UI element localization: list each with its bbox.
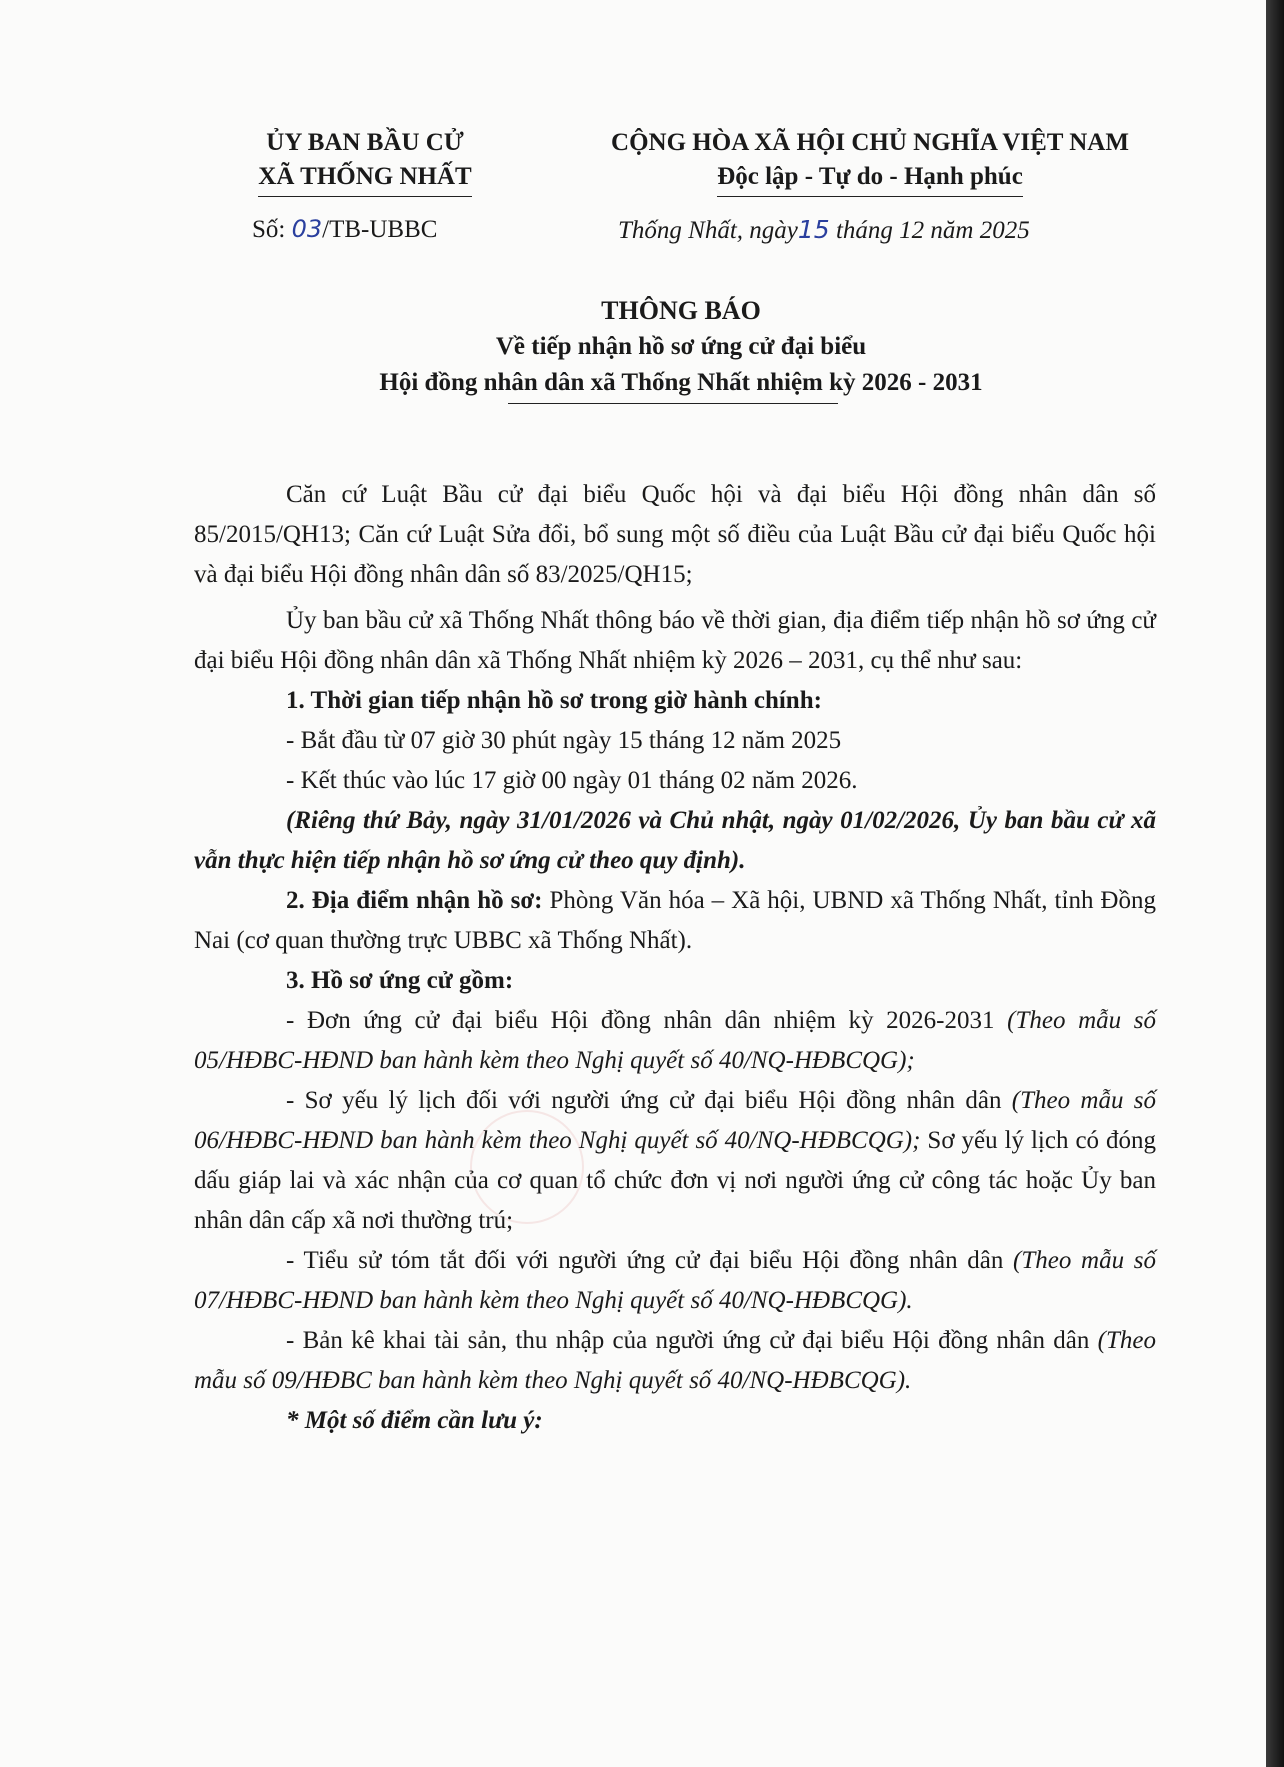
- nation-motto: Độc lập - Tự do - Hạnh phúc: [717, 160, 1023, 197]
- section-2-text: Phòng Văn hóa – Xã hội, UBND xã Thống Nhất, tỉnh Đồng Nai (cơ quan thường trực UBBC xã Thống Nhất).: [194, 887, 1156, 954]
- section-2-heading: 2. Địa điểm nhận hồ sơ:: [286, 887, 543, 914]
- weekend-note: (Riêng thứ Bảy, ngày 31/01/2026 và Chủ nhật, ngày 01/02/2026, Ủy ban bầu cử xã vẫn thực hiện tiếp nhận hồ sơ ứng cử theo quy định).: [194, 807, 1156, 874]
- title-line-1: THÔNG BÁO: [601, 296, 761, 325]
- org-line-1: ỦY BAN BẦU CỬ: [266, 129, 464, 156]
- announcement-intro: Ủy ban bầu cử xã Thống Nhất thông báo về thời gian, địa điểm tiếp nhận hồ sơ ứng cử đại biểu Hội đồng nhân dân xã Thống Nhất nhiệm kỳ 2026 – 2031, cụ thể như sau:: [194, 607, 1156, 674]
- nation-name: CỘNG HÒA XÃ HỘI CHỦ NGHĨA VIỆT NAM: [611, 129, 1129, 156]
- document-date: Thống Nhất, ngày15 tháng 12 năm 2025: [618, 215, 1030, 244]
- document-body: [194, 475, 1156, 1441]
- doc-item-3: - Tiểu sử tóm tắt đối với người ứng cử đại biểu Hội đồng nhân dân (Theo mẫu số 07/HĐBC-HĐND ban hành kèm theo Nghị quyết số 40/NQ-HĐBCQG).: [194, 1247, 1157, 1314]
- doc-item-1: - Đơn ứng cử đại biểu Hội đồng nhân dân nhiệm kỳ 2026-2031 (Theo mẫu số 05/HĐBC-HĐND ban hành kèm theo Nghị quyết số 40/NQ-HĐBCQG);: [194, 1007, 1157, 1074]
- start-time: - Bắt đầu từ 07 giờ 30 phút ngày 15 tháng 12 năm 2025: [286, 727, 842, 754]
- org-line-2: XÃ THỐNG NHẤT: [258, 160, 471, 197]
- doc-item-2: - Sơ yếu lý lịch đối với người ứng cử đại biểu Hội đồng nhân dân (Theo mẫu số 06/HĐBC-HĐND ban hành kèm theo Nghị quyết số 40/NQ-HĐBCQG); Sơ yếu lý lịch có đóng dấu giáp lai và xác nhận của cơ quan tổ chức đơn vị nơi người ứng cử công tác hoặc Ủy ban nhân dân cấp xã nơi thường trú;: [194, 1087, 1156, 1234]
- title-line-3: Hội đồng nhân dân xã Thống Nhất nhiệm kỳ 2026 - 2031: [379, 369, 983, 396]
- scan-edge-shadow: [1266, 0, 1284, 1767]
- section-2: [194, 881, 1156, 961]
- end-time: - Kết thúc vào lúc 17 giờ 00 ngày 01 tháng 02 năm 2026.: [286, 767, 858, 794]
- section-3-heading: 3. Hồ sơ ứng cử gồm:: [286, 967, 514, 994]
- legal-basis: Căn cứ Luật Bầu cử đại biểu Quốc hội và đại biểu Hội đồng nhân dân số 85/2015/QH13; Căn cứ Luật Sửa đổi, bổ sung một số điều của Luật Bầu cử đại biểu Quốc hội và đại biểu Hội đồng nhân dân số 83/2025/QH15;: [194, 481, 1156, 588]
- issuing-organization: [230, 126, 500, 197]
- section-1-heading: 1. Thời gian tiếp nhận hồ sơ trong giờ hành chính:: [286, 687, 822, 714]
- handwritten-day: 15: [797, 215, 830, 244]
- title-line-2: Về tiếp nhận hồ sơ ứng cử đại biểu: [495, 333, 867, 360]
- doc-item-4: - Bản kê khai tài sản, thu nhập của người ứng cử đại biểu Hội đồng nhân dân (Theo mẫu số 09/HĐBC ban hành kèm theo Nghị quyết số 40/NQ-HĐBCQG).: [194, 1327, 1156, 1394]
- document-number: Số: 03/TB-UBBC: [252, 215, 438, 243]
- handwritten-number: 03: [291, 215, 323, 243]
- document-title: [196, 293, 1166, 401]
- national-heading: [570, 126, 1170, 197]
- title-underline: [508, 403, 838, 404]
- notes-heading: * Một số điểm cần lưu ý:: [286, 1407, 543, 1434]
